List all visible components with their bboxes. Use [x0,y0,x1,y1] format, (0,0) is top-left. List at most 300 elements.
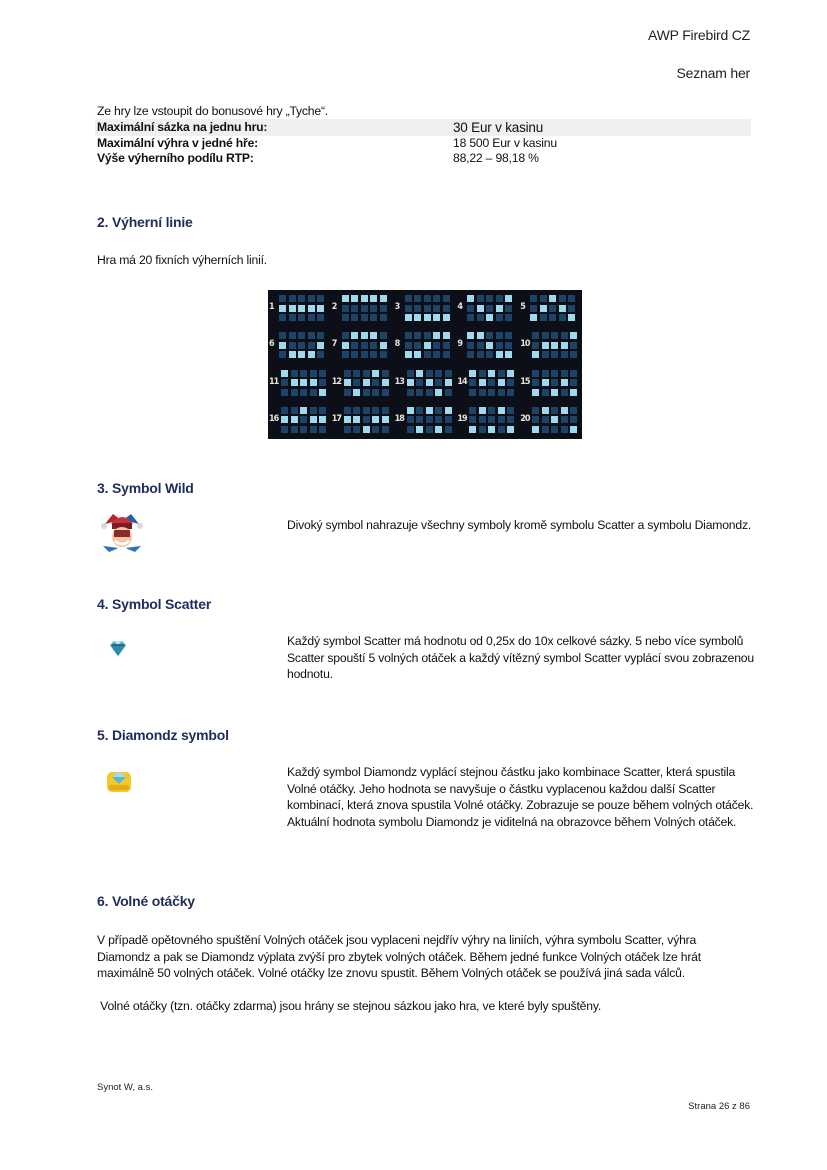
payline-square-active [507,426,514,433]
payline-15 [519,365,582,402]
payline-square [467,314,474,321]
payline-square-active [372,370,379,377]
payline-square [469,389,476,396]
payline-square [308,342,315,349]
payline-square [561,416,568,423]
payline-square-active [300,407,307,414]
jester-wild-icon [99,510,145,561]
payline-square [361,314,368,321]
payline-square [445,389,452,396]
payline-square [443,351,450,358]
payline-square [416,407,423,414]
payline-square-active [317,342,324,349]
payline-square [319,370,326,377]
payline-square-active [414,314,421,321]
payline-square [426,416,433,423]
payline-square [542,426,549,433]
payline-square-active [281,370,288,377]
payline-square-active [479,407,486,414]
payline-square [488,379,495,386]
payline-square-active [414,351,421,358]
payline-square [532,332,539,339]
payline-square-active [380,342,387,349]
payline-square [407,426,414,433]
payline-square [361,305,368,312]
payline-square-active [559,305,566,312]
payline-square-active [291,379,298,386]
info-value: 88,22 – 98,18 % [453,151,539,165]
payline-square [291,370,298,377]
payline-square [426,370,433,377]
payline-square [498,426,505,433]
payline-square [551,379,558,386]
payline-square [479,426,486,433]
info-value: 30 Eur v kasinu [451,119,751,136]
payline-square [298,295,305,302]
payline-square [414,342,421,349]
payline-square-active [407,379,414,386]
payline-square [380,351,387,358]
payline-square [351,314,358,321]
payline-square [300,389,307,396]
payline-square [435,407,442,414]
payline-square-active [477,305,484,312]
payline-square-active [540,305,547,312]
payline-square-active [319,416,326,423]
payline-square-active [289,305,296,312]
payline-square [496,295,503,302]
payline-square-active [505,295,512,302]
payline-square-active [549,295,556,302]
payline-square [559,314,566,321]
payline-square [310,426,317,433]
payline-square-active [551,342,558,349]
payline-square [435,416,442,423]
payline-square [319,407,326,414]
payline-square-active [407,407,414,414]
payline-square-active [370,295,377,302]
payline-number: 5 [520,302,525,312]
payline-square-active [469,370,476,377]
payline-square [542,370,549,377]
payline-square-active [469,426,476,433]
payline-square-active [310,416,317,423]
payline-square-active [279,305,286,312]
payline-square [344,370,351,377]
payline-square [507,379,514,386]
payline-square [568,295,575,302]
payline-square [372,426,379,433]
payline-square-active [370,332,377,339]
payline-square [424,295,431,302]
payline-square-active [568,314,575,321]
payline-6 [268,327,331,364]
payline-square [469,407,476,414]
payline-square-active [380,295,387,302]
payline-number: 12 [331,376,342,387]
payline-square [424,305,431,312]
payline-square [416,416,423,423]
payline-square [532,342,539,349]
payline-number: 18 [394,413,404,424]
payline-square-active [291,416,298,423]
payline-square-active [505,351,512,358]
payline-number: 8 [394,339,400,350]
payline-square [351,342,358,349]
payline-square [505,314,512,321]
payline-square-active [467,332,474,339]
payline-square-active [382,379,389,386]
payline-square [467,351,474,358]
payline-square [549,305,556,312]
payline-square-active [570,389,577,396]
payline-square-active [496,305,503,312]
payline-17 [331,402,394,439]
payline-square [433,295,440,302]
payline-square [568,305,575,312]
payline-square [361,351,368,358]
section-title-diamondz: 5. Diamondz symbol [97,727,229,743]
payline-square-active [435,426,442,433]
payline-square [479,416,486,423]
payline-square-active [351,332,358,339]
payline-10 [519,327,582,364]
payline-square [532,379,539,386]
payline-square [279,314,286,321]
payline-square [351,305,358,312]
payline-square-active [561,407,568,414]
payline-square [300,370,307,377]
payline-square [289,342,296,349]
payline-square [319,379,326,386]
payline-square [435,370,442,377]
free-spins-text-2: Volné otáčky (tzn. otáčky zdarma) jsou hrány se stejnou sázkou jako hra, ve které byly spuštěny. [97,999,602,1013]
payline-square [496,332,503,339]
payline-square [561,389,568,396]
payline-square-active [443,314,450,321]
payline-square [479,389,486,396]
payline-square [435,379,442,386]
payline-square-active [308,305,315,312]
payline-square [530,295,537,302]
payline-square [363,407,370,414]
payline-square [488,407,495,414]
payline-13 [394,365,457,402]
payline-square [542,389,549,396]
payline-square [486,332,493,339]
payline-square-active [542,407,549,414]
payline-square [289,332,296,339]
payline-number: 16 [269,413,279,424]
footer-page-number: Strana 26 z 86 [688,1101,750,1112]
payline-square-active [344,379,351,386]
payline-square-active [298,305,305,312]
payline-8 [394,327,457,364]
info-label: Maximální sázka na jednu hru: [95,119,451,136]
payline-square [363,416,370,423]
payline-square-active [344,416,351,423]
payline-square [382,407,389,414]
payline-square [532,416,539,423]
info-label: Výše výherního podílu RTP: [97,151,254,165]
payline-11 [268,365,331,402]
payline-square [498,370,505,377]
payline-square [477,351,484,358]
payline-square [310,407,317,414]
payline-square [414,332,421,339]
payline-square [279,295,286,302]
payline-1 [268,290,331,327]
payline-square [551,426,558,433]
payline-square-active [416,426,423,433]
payline-square [289,295,296,302]
payline-square [559,295,566,302]
payline-square [382,389,389,396]
payline-square [443,342,450,349]
payline-square [507,407,514,414]
payline-square [416,379,423,386]
payline-number: 1 [269,302,274,312]
payline-square [353,370,360,377]
payline-square [317,351,324,358]
section-title-scatter: 4. Symbol Scatter [97,596,212,612]
payline-square [530,305,537,312]
payline-square [532,370,539,377]
payline-square-active [319,389,326,396]
payline-square [342,332,349,339]
payline-square [505,332,512,339]
payline-square [486,305,493,312]
payline-square [443,305,450,312]
payline-square [353,379,360,386]
payline-12 [331,365,394,402]
payline-square-active [426,379,433,386]
payline-square [291,407,298,414]
payline-square [570,379,577,386]
payline-3 [394,290,457,327]
payline-square-active [426,407,433,414]
payline-square [298,332,305,339]
game-info-table [95,119,751,166]
payline-square [310,389,317,396]
payline-square-active [405,314,412,321]
payline-square-active [361,332,368,339]
payline-14 [456,365,519,402]
payline-square-active [443,332,450,339]
payline-square-active [445,379,452,386]
payline-5 [519,290,582,327]
free-spins-text: V případě opětovného spuštění Volných otáček jsou vyplaceni nejdřív výhry na liniích, výhra symbolu Scatter, výhra Diamondz a pak se Diamondz výplata zvýší pro zbytek volných otáček. Během jedné funkce Volných otáček lze hrát maximálně 50 volných otáček. Volné otáčky lze znovu spustit. Během Volných otáček se používá jiná sada válců. [97,933,701,980]
payline-square [532,407,539,414]
payline-number: 10 [520,339,530,350]
payline-square [433,305,440,312]
payline-square-active [532,389,539,396]
payline-square [496,342,503,349]
payline-square [370,305,377,312]
payline-square [445,416,452,423]
payline-square-active [361,295,368,302]
payline-square [561,332,568,339]
payline-square [551,407,558,414]
footer-company: Synot W, a.s. [97,1082,153,1093]
payline-square [426,389,433,396]
payline-square [317,295,324,302]
payline-16 [268,402,331,439]
payline-square [486,295,493,302]
payline-number: 14 [457,376,467,387]
payline-square-active [405,351,412,358]
payline-square-active [435,389,442,396]
payline-square [551,332,558,339]
payline-square-active [496,351,503,358]
payline-square-active [551,416,558,423]
payline-square-active [424,314,431,321]
payline-square [405,295,412,302]
payline-number: 3 [394,302,400,312]
payline-square [414,295,421,302]
payline-square-active [488,426,495,433]
payline-square [570,342,577,349]
payline-square-active [281,416,288,423]
info-row-rtp [95,151,751,166]
payline-square [467,305,474,312]
payline-18 [394,402,457,439]
payline-square-active [486,314,493,321]
payline-square-active [532,351,539,358]
payline-square [372,389,379,396]
payline-square [496,314,503,321]
payline-square [570,370,577,377]
payline-number: 15 [520,376,530,387]
payline-square [405,332,412,339]
payline-square [486,351,493,358]
payline-9 [456,327,519,364]
section-title-free-spins: 6. Volné otáčky [97,893,195,909]
payline-square [363,370,370,377]
payline-square [291,389,298,396]
payline-square [370,342,377,349]
payline-square [507,389,514,396]
payline-square [540,295,547,302]
payline-square [542,351,549,358]
payline-square [507,416,514,423]
intro-text: Ze hry lze vstoupit do bonusové hry „Tyche“. [97,104,328,118]
payline-number: 2 [331,302,337,312]
payline-square [443,295,450,302]
payline-square-active [479,379,486,386]
payline-square [344,426,351,433]
payline-20 [519,402,582,439]
payline-2 [331,290,394,327]
payline-square [433,351,440,358]
payline-square [407,416,414,423]
payline-square-active [561,342,568,349]
payline-square [488,389,495,396]
payline-square [505,342,512,349]
payline-square [363,389,370,396]
payline-square-active [372,416,379,423]
payline-square [370,314,377,321]
payline-number: 7 [331,339,337,350]
payline-square-active [551,389,558,396]
blue-diamond-scatter-icon [107,640,129,663]
payline-square-active [467,295,474,302]
payline-square [361,342,368,349]
payline-square [570,416,577,423]
payline-square [445,370,452,377]
payline-square [426,426,433,433]
payline-square [342,351,349,358]
payline-number: 19 [457,413,467,424]
payline-square [298,314,305,321]
payline-square [281,426,288,433]
payline-square [298,342,305,349]
paylines-image [268,290,582,439]
payline-square [279,332,286,339]
payline-square [308,332,315,339]
payline-square [342,314,349,321]
payline-square [344,407,351,414]
wild-description: Divoký symbol nahrazuje všechny symboly kromě symbolu Scatter a symbolu Diamondz. [287,518,752,532]
payline-square [570,351,577,358]
payline-square [498,389,505,396]
payline-number: 9 [457,339,463,350]
payline-square [281,389,288,396]
payline-square [445,426,452,433]
info-value: 18 500 Eur v kasinu [453,136,557,150]
payline-square-active [300,379,307,386]
payline-number: 4 [457,302,463,312]
payline-square-active [342,295,349,302]
payline-square-active [351,295,358,302]
payline-square [279,351,286,358]
payline-square-active [498,407,505,414]
payline-square-active [477,332,484,339]
payline-square [477,342,484,349]
payline-number: 17 [331,413,342,424]
payline-square [561,426,568,433]
payline-square [488,416,495,423]
payline-square-active [498,379,505,386]
payline-square [380,305,387,312]
payline-square [551,351,558,358]
payline-square [372,379,379,386]
payline-square [353,407,360,414]
payline-square [467,342,474,349]
payline-19 [456,402,519,439]
payline-square [416,389,423,396]
info-row-max-bet [95,119,751,136]
payline-square-active [570,426,577,433]
payline-number: 20 [520,413,530,424]
payline-square-active [363,379,370,386]
payline-square [281,407,288,414]
payline-square [291,426,298,433]
payline-square [407,370,414,377]
payline-square [433,342,440,349]
payline-square [570,407,577,414]
info-row-max-win [95,136,751,151]
payline-square [405,342,412,349]
payline-square [289,314,296,321]
payline-square-active [433,314,440,321]
payline-square [542,416,549,423]
payline-square-active [353,389,360,396]
payline-square-active [310,379,317,386]
payline-square [342,305,349,312]
payline-square [308,314,315,321]
payline-square [300,426,307,433]
